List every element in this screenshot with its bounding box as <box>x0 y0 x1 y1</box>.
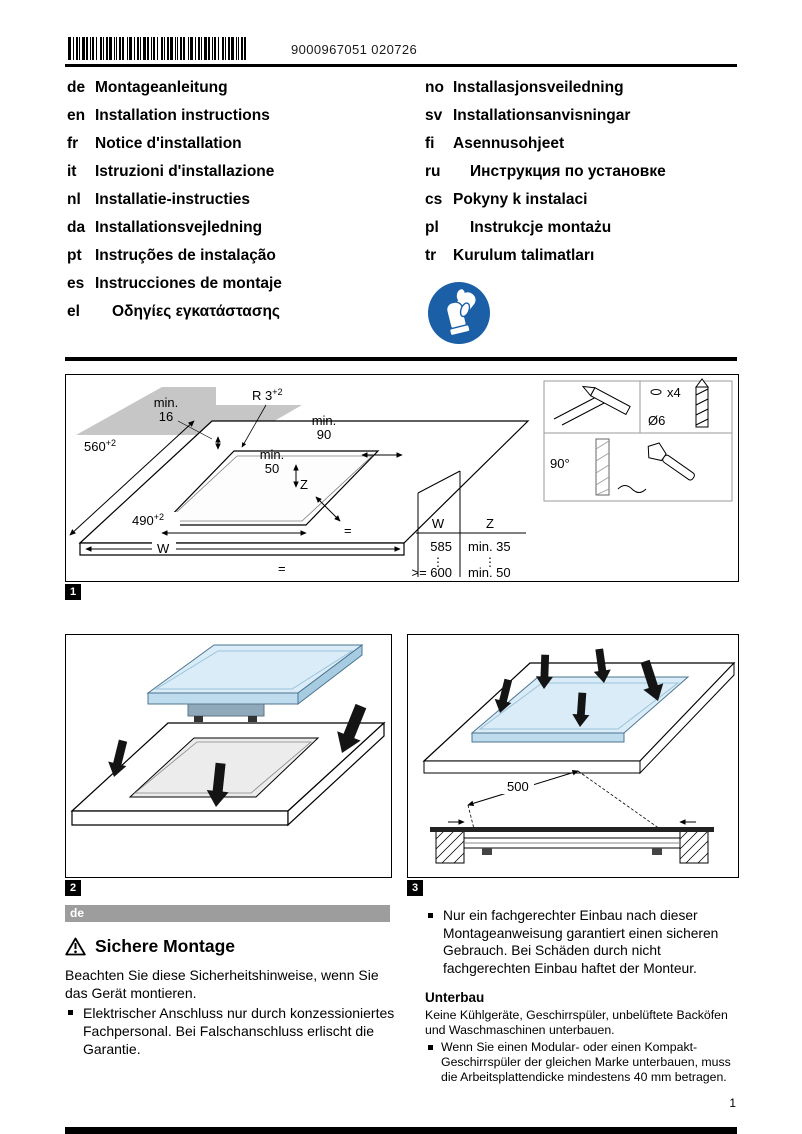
dim-min90-label: min. <box>311 413 337 428</box>
equal-mark: = <box>278 561 286 576</box>
warning-icon <box>65 937 86 956</box>
safety-title: Sichere Montage <box>95 936 236 956</box>
language-label: Installationsvejledning <box>95 219 263 236</box>
dim-min16-value: 16 <box>158 409 174 424</box>
language-code: pl <box>425 219 439 236</box>
language-row <box>67 275 397 303</box>
dim-radius-label: R $3^{+2}$ <box>252 387 283 403</box>
unterbau-bullet <box>425 1040 738 1086</box>
wz-ellipsis: ⋮ <box>484 555 496 569</box>
dim-w-label: W <box>157 541 170 556</box>
wz-ellipsis: ⋮ <box>432 555 444 569</box>
language-code: en <box>67 107 86 124</box>
language-label: Instruções de instalação <box>95 247 276 264</box>
language-row <box>425 247 737 275</box>
wz-cell: >= 600 <box>411 565 452 579</box>
wz-col-z: Z <box>486 516 494 531</box>
language-row <box>67 247 397 275</box>
unterbau-bullet-text: Wenn Sie einen Modular- oder einen Kompakt-Geschirrspüler der gleichen Marke unterbauen, muss die Arbeitsplattendicke mindestens 40 mm betragen. <box>441 1040 731 1085</box>
language-code: de <box>67 79 86 96</box>
figure2-tag: 2 <box>65 880 81 896</box>
unterbau-title: Unterbau <box>425 990 485 1005</box>
language-row <box>425 191 737 219</box>
dim-min90-value: 90 <box>316 427 332 442</box>
language-row <box>425 79 737 107</box>
unterbau-text: Keine Kühlgeräte, Geschirrspüler, unbelüftete Backöfen und Waschmaschinen unterbauen. <box>425 1008 728 1038</box>
language-row <box>67 219 397 247</box>
language-code: sv <box>425 107 443 124</box>
language-label: Installatie-instructies <box>95 191 251 208</box>
language-label: Asennusohjeet <box>453 135 565 152</box>
language-code: pt <box>67 247 82 264</box>
language-label: Instrukcje montażu <box>470 219 612 236</box>
language-row <box>67 163 397 191</box>
dim-560-label: $560^{+2}$ <box>84 438 116 454</box>
language-label: Installation instructions <box>95 107 270 124</box>
language-label: Istruzioni d'installazione <box>95 163 275 180</box>
language-row <box>425 107 737 135</box>
language-code: it <box>67 163 77 180</box>
bullet-square <box>428 913 433 918</box>
language-code: fi <box>425 135 435 152</box>
language-label: Installasjonsveiledning <box>453 79 624 96</box>
language-code: es <box>67 275 85 292</box>
figure2-drawing <box>66 635 389 875</box>
bullet-electrical <box>65 1004 397 1058</box>
figure-cutout-dimensions <box>65 374 739 582</box>
language-label: Notice d'installation <box>95 135 242 152</box>
page-number: 1 <box>729 1096 736 1110</box>
wz-table <box>412 515 527 579</box>
language-row <box>67 303 397 331</box>
wz-col-w: W <box>431 516 445 531</box>
language-row <box>425 219 737 247</box>
wz-cell: 585 <box>430 539 452 554</box>
bottom-bar <box>65 1127 737 1134</box>
protective-gloves-icon <box>427 281 491 345</box>
wz-cell: min. 50 <box>468 565 511 579</box>
language-label: Οδηγίες εγκατάστασης <box>112 303 280 320</box>
figure-press-hob <box>407 634 739 878</box>
language-code: fr <box>67 135 79 152</box>
language-section-bar: de <box>65 905 390 922</box>
angle-90-label: 90° <box>550 456 570 471</box>
bullet-square <box>68 1010 73 1015</box>
bullet-square <box>428 1045 433 1050</box>
language-row <box>67 135 397 163</box>
divider-top <box>65 64 737 67</box>
language-code: ru <box>425 163 441 180</box>
part-number: 9000967051 020726 <box>291 42 418 57</box>
language-code: no <box>425 79 444 96</box>
sealing-brush-icon <box>550 439 698 495</box>
language-row <box>67 191 397 219</box>
dim-min50-value: 50 <box>264 461 280 476</box>
barcode <box>68 37 248 60</box>
language-label: Montageanleitung <box>95 79 228 96</box>
drill-count-label: x4 <box>667 385 681 400</box>
drill-diameter-label: Ø6 <box>648 413 666 428</box>
language-label: Kurulum talimatları <box>453 247 595 264</box>
drill-icon <box>648 379 708 428</box>
language-label: Installationsanvisningar <box>453 107 631 124</box>
divider-figures <box>65 357 737 361</box>
safety-heading <box>65 936 235 957</box>
marking-pencil-icon <box>554 383 630 425</box>
language-label: Instrucciones de montaje <box>95 275 282 292</box>
language-label: Pokyny k instalaci <box>453 191 588 208</box>
language-row <box>425 135 737 163</box>
safety-intro: Beachten Sie diese Sicherheitshinweise, wenn Sie das Gerät montieren. <box>65 967 379 1001</box>
figure3-drawing <box>408 635 736 875</box>
language-label: Инструкция по установке <box>470 163 666 180</box>
figure1-tag: 1 <box>65 584 81 600</box>
wz-cell: min. 35 <box>468 539 511 554</box>
equal-mark: = <box>344 523 352 538</box>
hob-glass <box>148 645 362 722</box>
language-code: el <box>67 303 80 320</box>
dim-min16-label: min. <box>153 395 179 410</box>
bullet-professional <box>425 907 738 977</box>
dim-min50-label: min. <box>259 447 285 462</box>
bullet-electrical-text: Elektrischer Anschluss nur durch konzessioniertes Fachpersonal. Bei Falschanschluss erlischt die Garantie. <box>83 1005 395 1057</box>
language-row <box>67 107 397 135</box>
language-code: da <box>67 219 86 236</box>
figure3-tag: 3 <box>407 880 423 896</box>
bullet-professional-text: Nur ein fachgerechter Einbau nach dieser Montageanweisung garantiert einen sicheren Gebrauch. Bei Schäden durch nicht fachgerechten Einbau haftet der Monteur. <box>443 908 719 976</box>
dim-z-label: Z <box>300 477 308 492</box>
language-code: nl <box>67 191 81 208</box>
language-row <box>425 163 737 191</box>
language-list-right <box>425 79 737 275</box>
language-code: cs <box>425 191 443 208</box>
dim-490-label: $490^{+2}$ <box>132 512 164 528</box>
language-list-left <box>67 79 397 331</box>
language-code: tr <box>425 247 437 264</box>
figure-insert-hob <box>65 634 392 878</box>
dim-500-label: 500 <box>507 779 529 794</box>
cross-section <box>430 822 714 863</box>
language-row <box>67 79 397 107</box>
figure1-drawing <box>66 375 736 579</box>
